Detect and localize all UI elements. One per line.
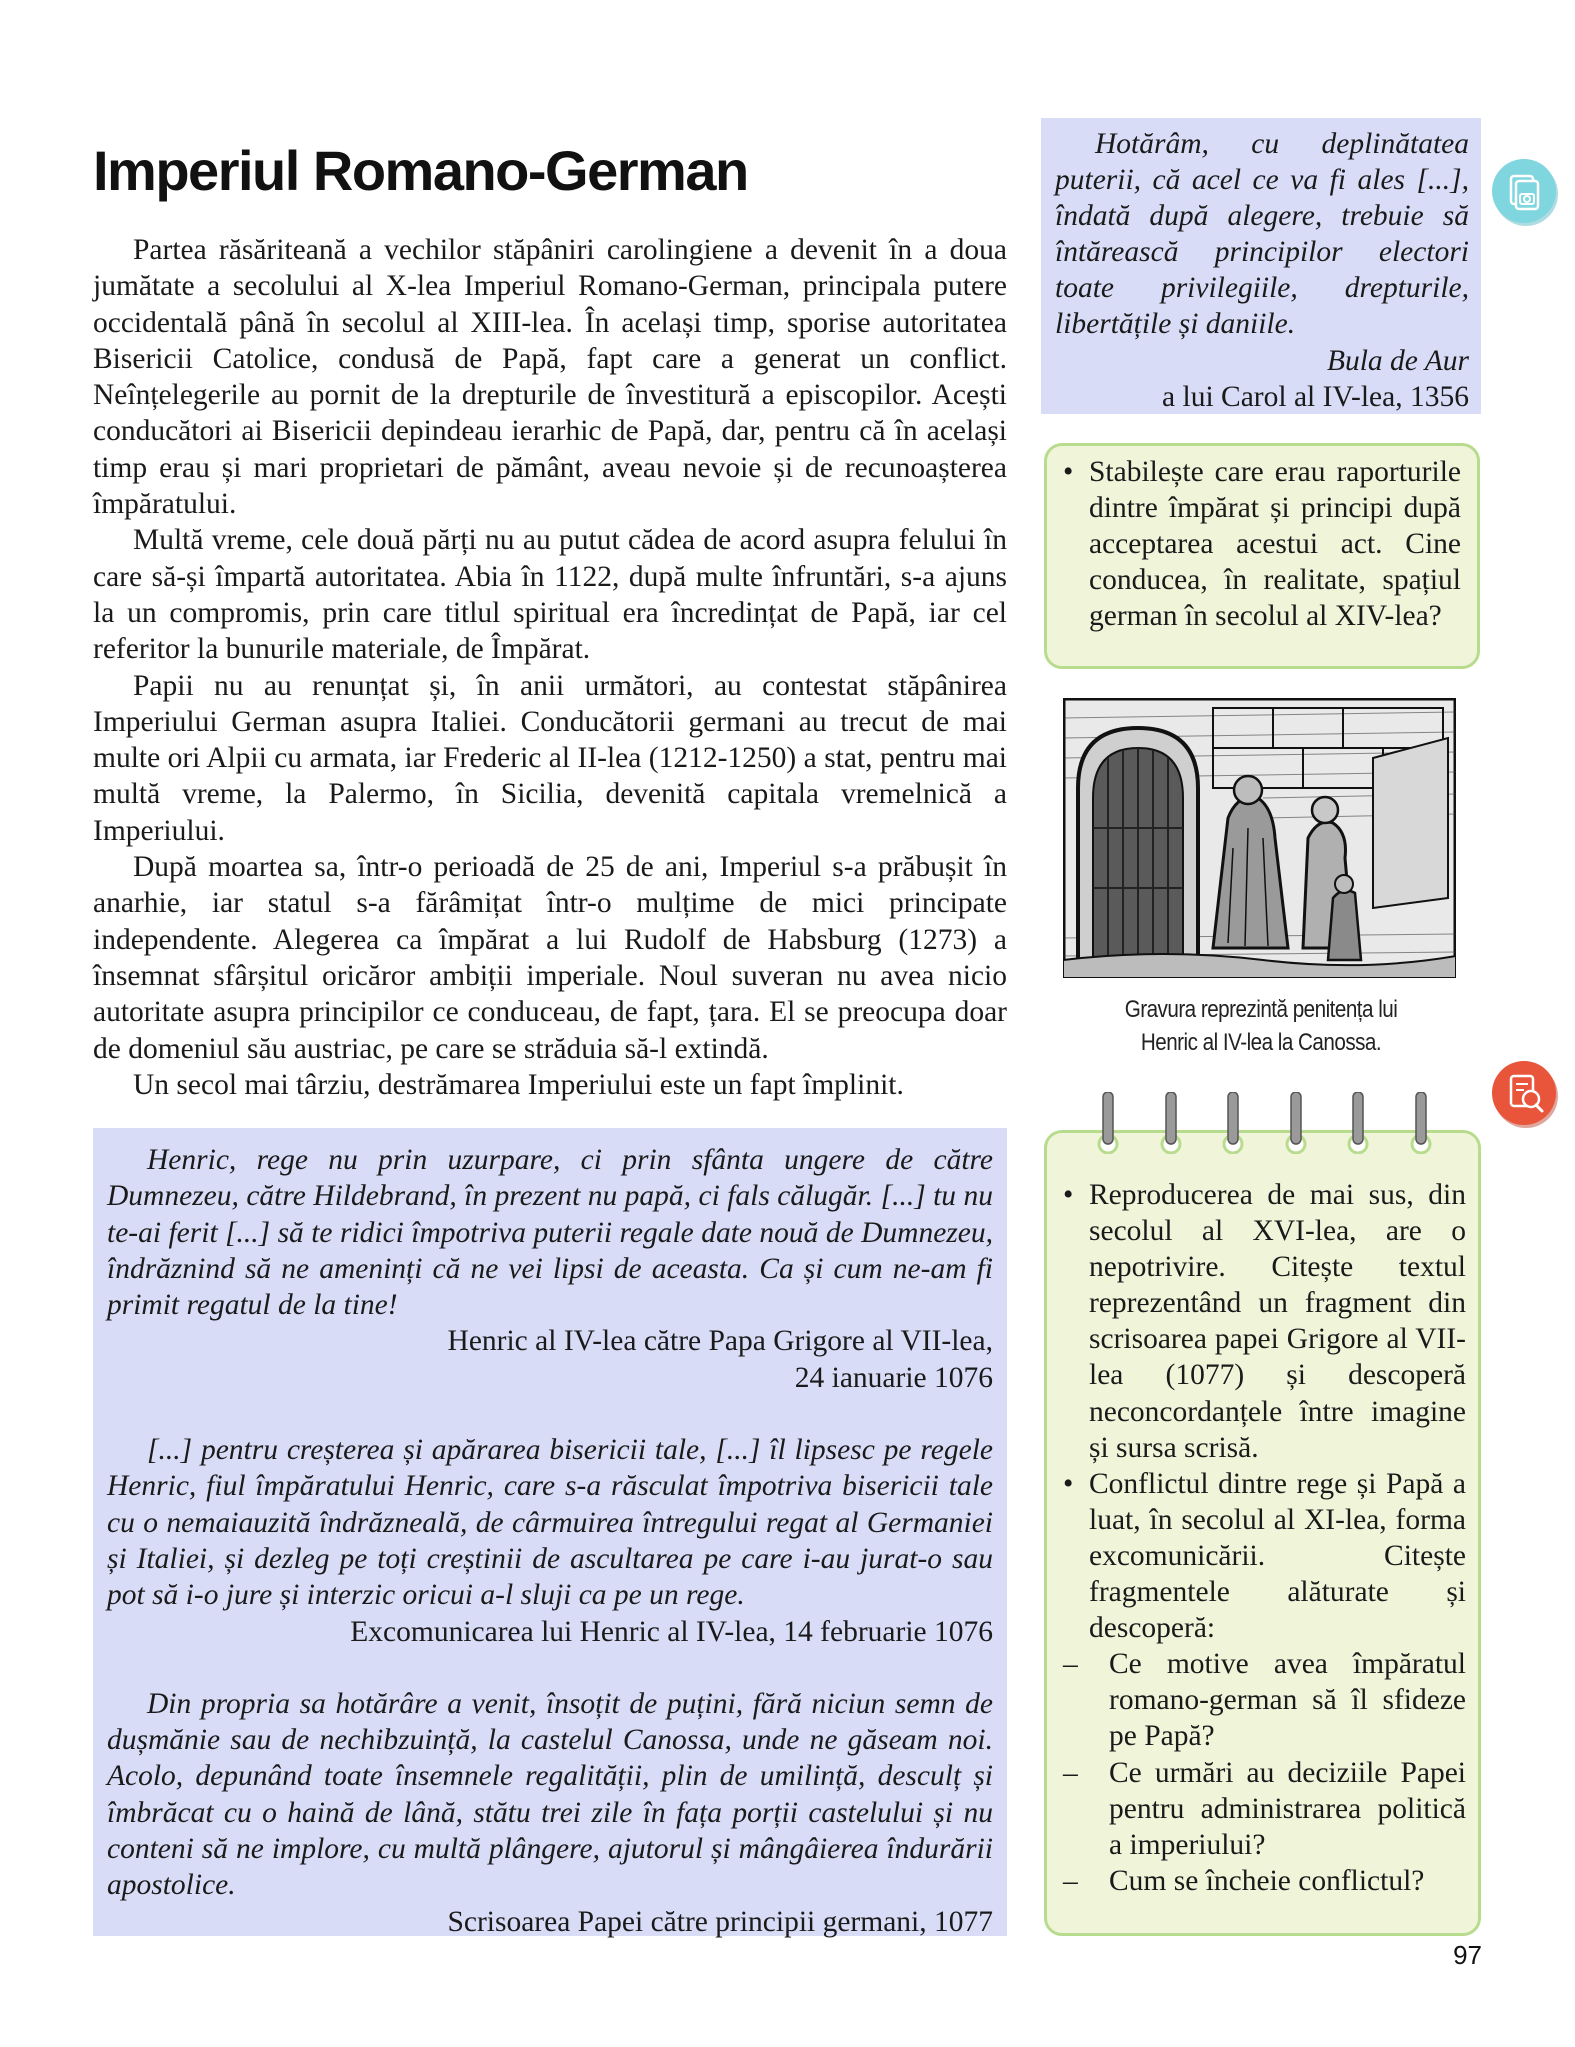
main-text	[93, 232, 1007, 1103]
source-excommunication	[107, 1432, 993, 1650]
spiral-ring-icon	[1410, 1092, 1432, 1154]
source-quote: [...] pentru creșterea și apărarea bisericii tale, [...] îl lipsesc pe regele Henric, fiul împăratului Henric, care s-a răsculat împotriva bisericii tale cu o nemaiauzită îndrăzneală, de cârmuirea întregului regat al Germaniei și Italiei, și dezleg pe toți creștinii de ascultarea pe care i-au jurat-o sau pot să i-o jure și interzic oricui a-l sluji ca pe un rege.	[107, 1434, 993, 1612]
task-box-golden-bull	[1044, 443, 1480, 669]
spiral-ring-icon	[1097, 1092, 1119, 1154]
task-subitem: – Cum se încheie conflictul?	[1059, 1863, 1466, 1899]
golden-bull-citation: a lui Carol al IV-lea, 1356	[1162, 380, 1469, 413]
task-item: • Conflictul dintre rege și Papă a luat, în secolul al XI-lea, forma excomunicării. Citește fragmentele alăturate și descoperă:	[1059, 1466, 1466, 1646]
document-search-icon[interactable]	[1490, 1058, 1562, 1130]
spiral-ring-icon	[1347, 1092, 1369, 1154]
source-citation: Scrisoarea Papei către principii germani, 1077	[447, 1905, 993, 1938]
task-subitem: – Ce motive avea împăratul romano-german să îl sfideze pe Papă?	[1059, 1646, 1466, 1754]
source-date: 24 ianuarie 1076	[794, 1361, 993, 1394]
task-item: • Stabilește care erau raporturile dintre împărat și principi după acceptarea acestui act. Cine conducea, în realitate, spațiul german în secolul al XIV-lea?	[1059, 454, 1461, 634]
caption-line-1: Gravura reprezintă penitența lui	[1124, 996, 1398, 1023]
paragraph-4: După moartea sa, într-o perioadă de 25 de ani, Imperiul s-a prăbușit în anarhie, iar statul s-a fărâmițat într-o mulțime de mici principate independente. Alegerea ca împărat a lui Rudolf de Habsburg (1273) a însemnat sfârșitul oricăror ambiții imperiale. Noul suveran nu avea nicio autoritate asupra principilor ce conduceau, de fapt, țara. El se preocupa doar de domeniul său austriac, pe care se străduia să-l extindă.	[93, 851, 1007, 1065]
page-number: 97	[1453, 1940, 1482, 1970]
golden-bull-quote-box	[1041, 118, 1481, 414]
source-henric-letter	[107, 1142, 993, 1396]
spiral-ring-icon	[1285, 1092, 1307, 1154]
task-box-canossa	[1044, 1130, 1481, 1936]
source-citation: Henric al IV-lea către Papa Grigore al VII-lea,	[447, 1325, 993, 1358]
source-citation: Excomunicarea lui Henric al IV-lea, 14 februarie 1076	[350, 1615, 993, 1648]
task-subitem: – Ce urmări au deciziile Papei pentru administrarea politică a imperiului?	[1059, 1755, 1466, 1863]
golden-bull-quote: Hotărâm, cu deplinătatea puterii, că acel ce va fi ales [...], îndată după alegere, trebuie să întărească principilor electori toate privilegiile, drepturile, libertățile și daniile.	[1055, 128, 1469, 341]
spiral-ring-icon	[1222, 1092, 1244, 1154]
source-quote: Henric, rege nu prin uzurpare, ci prin sfânta ungere de către Dumnezeu, către Hildebrand, în prezent nu papă, ci fals călugăr. [...] tu nu te-ai ferit [...] să te ridici împotriva puterii regale date nouă de Dumnezeu, îndrăznind să ne ameninți că ne vei lipsi de aceasta. Ca și cum ne-am fi primit regatul de la tine!	[107, 1144, 993, 1322]
canossa-engraving-image	[1063, 698, 1456, 978]
source-quote: Din propria sa hotărâre a venit, însoțit de puțini, fără niciun semn de dușmănie sau de nechibzuință, la castelul Canossa, unde ne găseam noi. Acolo, depunând toate însemnele regalității, plin de umilință, desculț și îmbrăcat cu o haină de lână, stătu trei zile în fața porții castelului și nu conteni să ne implore, cu multă plângere, ajutorul și mângâierea îndurării apostolice.	[107, 1687, 993, 1902]
historical-sources-box	[93, 1128, 1007, 1936]
caption-line-2: Henric al IV-lea la Canossa.	[1140, 1029, 1382, 1056]
image-caption	[1072, 993, 1450, 1059]
spiral-ring-icon	[1160, 1092, 1182, 1154]
paragraph-2: Multă vreme, cele două părți nu au putut cădea de acord asupra felului în care să-și împartă autoritatea. Abia în 1122, după multe înfruntări, s-a ajuns la un compromis, prin care titlul spiritual era încredințat de Papă, iar cel referitor la bunurile materiale, de Împărat.	[93, 524, 1007, 666]
source-pope-letter	[107, 1686, 993, 1940]
golden-bull-title: Bula de Aur	[1326, 344, 1469, 377]
paragraph-3: Papii nu au renunțat și, în anii următori, au contestat stăpânirea Imperiului German asupra Italiei. Conducătorii germani au trecut de mai multe ori Alpii cu armata, iar Frederic al II-lea (1212-1250) a stat, pentru mai multă vreme, la Palermo, în Sicilia, devenită capitala vremelnică a Imperiului.	[93, 669, 1007, 847]
task-item: • Reproducerea de mai sus, din secolul al XVI-lea, are o nepotrivire. Citește textul reprezentând un fragment din scrisoarea papei Grigore al VII-lea (1077) și descoperă neconcordanțele între imagine și sursa scrisă.	[1059, 1177, 1466, 1466]
task-list	[1059, 1177, 1466, 1899]
page-title: Imperiul Romano-German	[93, 139, 748, 202]
paragraph-5: Un secol mai târziu, destrămarea Imperiului este un fapt împlinit.	[133, 1068, 904, 1101]
task-list	[1059, 454, 1461, 634]
paragraph-1: Partea răsăriteană a vechilor stăpâniri carolingiene a devenit în a doua jumătate a secolului al X-lea Imperiul Romano-German, principala putere occidentală până în secolul al XIII-lea. În același timp, sporise autoritatea Bisericii Catolice, condusă de Papă, fapt care a generat un conflict. Neînțelegerile au pornit de la drepturile de învestitură a episcopilor. Acești conducători ai Bisericii depindeau ierarhic de Papă, dar, pentru că în același timp erau și mari proprietari de pământ, aveau nevoie și de recunoașterea împăratului.	[93, 234, 1007, 521]
camera-document-icon[interactable]	[1490, 156, 1562, 228]
